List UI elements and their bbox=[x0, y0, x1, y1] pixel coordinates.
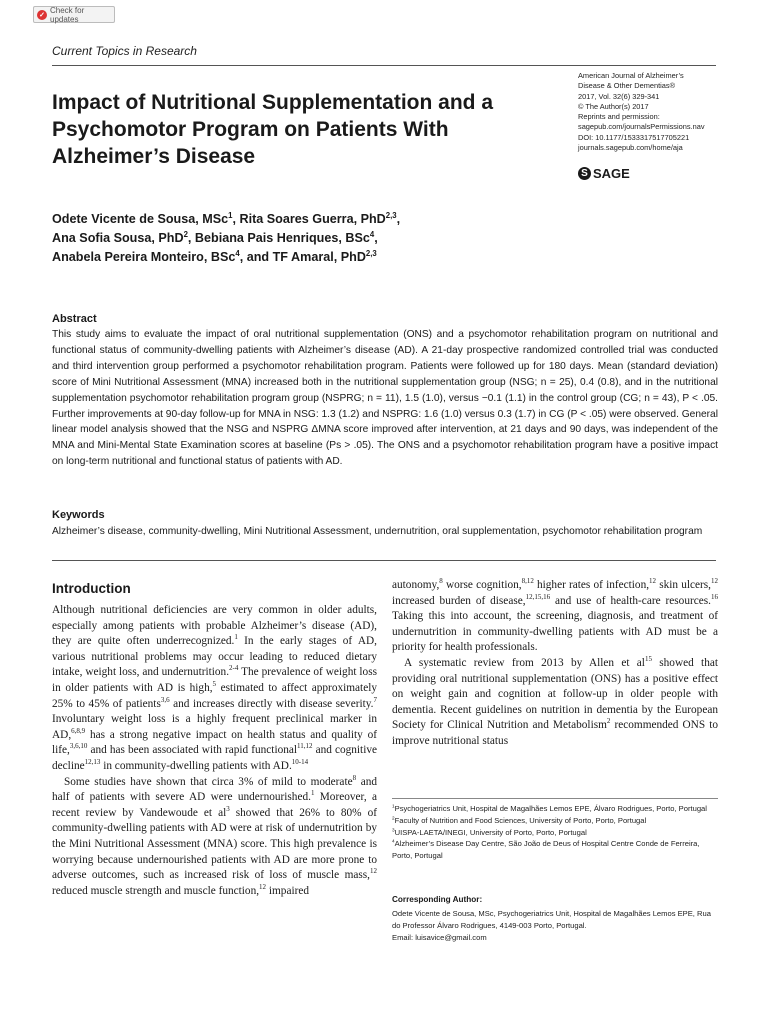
text-run: skin ulcers, bbox=[656, 579, 711, 591]
article-title: Impact of Nutritional Supplementation and a Psychomotor Program on Patients With Alzheimer’s Disease bbox=[52, 91, 494, 168]
journal-info-line[interactable]: sagepub.com/journalsPermissions.nav bbox=[578, 122, 705, 132]
author-name: Ana Sofia Sousa, PhD bbox=[52, 231, 184, 245]
text-run: and has been associated with rapid functional bbox=[87, 744, 298, 757]
citation-superscript: 8 bbox=[439, 577, 443, 586]
text-run: Moreover, a recent review by Vandewoude et al bbox=[52, 791, 377, 819]
journal-info-line: DOI: 10.1177/1533317517705221 bbox=[578, 132, 690, 142]
author-affiliation: 4 bbox=[235, 248, 240, 258]
author-affiliation: 2,3 bbox=[365, 248, 377, 258]
text-run: increased burden of disease, bbox=[392, 594, 526, 607]
affiliation-text: Faculty of Nutrition and Food Sciences, University of Porto, Porto, Portugal bbox=[394, 815, 647, 825]
author-name: Anabela Pereira Monteiro, BSc bbox=[52, 250, 236, 264]
keywords-heading: Keywords bbox=[52, 509, 105, 521]
text-run: worse cognition, bbox=[442, 579, 522, 591]
citation-superscript: 12 bbox=[370, 867, 377, 876]
affiliation-item bbox=[392, 803, 718, 815]
author-separator: , bbox=[374, 231, 378, 245]
abstract-heading: Abstract bbox=[52, 313, 97, 325]
text-run: and half of patients with severe AD were undernourished. bbox=[52, 775, 377, 804]
citation-superscript: 8 bbox=[352, 773, 357, 782]
intro-paragraph-4 bbox=[392, 656, 718, 750]
text-run: and increases directly with disease severity. bbox=[169, 697, 374, 710]
update-icon: ✓ bbox=[37, 10, 47, 20]
author-name: TF Amaral, PhD bbox=[272, 250, 366, 264]
affiliations bbox=[392, 803, 718, 862]
text-run: Taking this into account, the screening, diagnosis, and treatment of undernutrition in community-dwelling patients with AD must be a priority for health professionals. bbox=[392, 610, 718, 654]
text-run: The prevalence of weight loss in older patients with AD is high, bbox=[52, 666, 377, 694]
text-run: In the early stages of AD, various nutritional problems may occur leading to reduced dietary intake, weight loss, and undernutrition. bbox=[52, 635, 377, 679]
author-separator: , bbox=[187, 231, 195, 245]
citation-superscript: 2-4 bbox=[229, 664, 239, 673]
text-run: reduced muscle strength and muscle function, bbox=[52, 884, 260, 897]
author-affiliation: 2 bbox=[183, 229, 188, 239]
citation-superscript: 12 bbox=[259, 882, 267, 891]
citation-superscript: 12,13 bbox=[84, 758, 101, 767]
abstract-text: This study aims to evaluate the impact of oral nutritional supplementation (ONS) and a psychomotor rehabilitation program on nutritional and functional status of community-dwelling patients with Alzheimer’s disease (AD). A 21-day prospective randomized controlled trial was conducted and third intervention group performed a psychomotor rehabilitation program. Patients were followed up for 180 days. Mean (standard deviation) score of Mini Nutritional Assessment (MNA) increased both in the nutritional supplementation group (NSG; n = 25), 0.4 (0.8), and in the nutritional supplementation psychomotor rehabilitation program group (NSPRG; n = 11), 1.5 (1.0), versus −0.1 (1.1) in the control group (CG; n = 43), P < .05. Further improvements at 90-day follow-up for MNA in NSG: 1.3 (1.2) and NSPRG: 1.6 (1.0) versus 0.3 (1.7) in CG (P < .05) were observed. General linear model analysis showed that the NSG and NSPRG ΔMNA score improved after intervention, at 21 days and 90 days, was independent of the MNA and Mini-Mental State Examination scores at baseline (Ps > .05). The ONS and a psychomotor rehabilitation program have a positive impact on long-term nutritional and functional status of patients with AD. bbox=[52, 329, 718, 468]
publisher-name: SAGE bbox=[593, 166, 630, 181]
text-run: higher rates of infection, bbox=[533, 579, 650, 591]
publisher-logo bbox=[578, 166, 630, 181]
author-name: Bebiana Pais Henriques, BSc bbox=[194, 231, 370, 245]
citation-superscript: 16 bbox=[711, 592, 718, 601]
citation-superscript: 11,12 bbox=[297, 742, 313, 751]
journal-info-line: American Journal of Alzheimer’s bbox=[578, 71, 684, 80]
text-run: impaired bbox=[266, 884, 310, 897]
author-separator: , bbox=[396, 212, 401, 226]
journal-info-line: Reprints and permission: bbox=[578, 112, 660, 122]
citation-superscript: 12 bbox=[649, 577, 657, 586]
author-name: Rita Soares Guerra, PhD bbox=[239, 212, 386, 226]
check-for-updates-badge[interactable] bbox=[33, 6, 115, 23]
citation-superscript: 3,6,10 bbox=[69, 742, 88, 751]
journal-info-line[interactable]: journals.sagepub.com/home/aja bbox=[578, 143, 683, 153]
text-run: in community-dwelling patients with AD. bbox=[100, 759, 292, 772]
citation-superscript: 5 bbox=[212, 680, 217, 689]
affiliation-number: 4 bbox=[392, 838, 395, 844]
citation-superscript: 12,15,16 bbox=[525, 592, 551, 601]
author-list bbox=[52, 210, 692, 267]
journal-info-line: © The Author(s) 2017 bbox=[578, 101, 649, 111]
keywords-text: Alzheimer’s disease, community-dwelling, Mini Nutritional Assessment, undernutrition, oral supplementation, psychomotor rehabilitation program bbox=[52, 526, 703, 537]
intro-paragraph-3 bbox=[392, 578, 718, 656]
text-run: Some studies have shown that circa 3% of mild to moderate bbox=[64, 775, 353, 788]
text-run: showed that 26% to 80% of community-dwelling patients with AD were at risk of undernutrition by the Mini Nutritional Assessment (MNA) score. This high prevalence is worrying because undernourished patients with AD are more prone to adverse outcomes, such as increased risk of loss of muscle mass, bbox=[52, 806, 377, 882]
text-run: estimated to affect approximately 25% to 45% of patients bbox=[52, 681, 377, 710]
section-label: Current Topics in Research bbox=[52, 44, 197, 58]
text-run: A systematic review from 2013 by Allen et al bbox=[404, 656, 645, 669]
intro-paragraph-2 bbox=[52, 775, 377, 900]
text-run: Involuntary weight loss is a highly frequent preclinical marker in AD, bbox=[52, 713, 377, 741]
corresponding-heading: Corresponding Author: bbox=[392, 895, 483, 904]
corresponding-address: Odete Vicente de Sousa, MSc, Psychogeriatrics Unit, Hospital de Magalhães Lemos EPE, Rua do Professor Álvaro Rodrigues, 4149-003 Porto, Portugal. bbox=[392, 909, 711, 930]
journal-info bbox=[578, 71, 728, 153]
affiliation-item bbox=[392, 838, 718, 862]
journal-info-line: 2017, Vol. 32(6) 329-341 bbox=[578, 91, 660, 101]
affiliation-item bbox=[392, 827, 718, 839]
citation-superscript: 3,6 bbox=[160, 695, 170, 704]
corresponding-text bbox=[392, 908, 718, 943]
corresponding-email[interactable]: Email: luisavice@gmail.com bbox=[392, 932, 487, 942]
left-column bbox=[52, 603, 377, 899]
affiliation-item bbox=[392, 815, 718, 827]
author-affiliation: 4 bbox=[369, 229, 375, 239]
citation-superscript: 1 bbox=[310, 789, 315, 798]
citation-superscript: 8,12 bbox=[521, 577, 534, 586]
affiliation-number: 2 bbox=[392, 815, 395, 821]
author-separator: , bbox=[232, 212, 240, 226]
citation-superscript: 6,8,9 bbox=[71, 726, 86, 735]
citation-superscript: 12 bbox=[711, 577, 718, 586]
journal-info-line: Disease & Other Dementias® bbox=[578, 81, 676, 91]
text-run: Although nutritional deficiencies are very common in older adults, especially among patients with probable Alzheimer’s disease (AD), they are quite often underrecognized. bbox=[52, 604, 377, 648]
author-affiliation: 2,3 bbox=[385, 210, 397, 220]
introduction-heading: Introduction bbox=[52, 581, 131, 596]
author-separator: , and bbox=[239, 250, 273, 264]
header-rule bbox=[52, 65, 716, 66]
citation-superscript: 2 bbox=[606, 717, 611, 726]
affiliation-text: UISPA-LAETA/INEGI, University of Porto, Porto, Portugal bbox=[394, 827, 587, 837]
affiliation-text: Psychogeriatrics Unit, Hospital de Magalhães Lemos EPE, Álvaro Rodrigues, Porto, Portugal bbox=[394, 804, 707, 813]
affiliation-text: Alzheimer’s Disease Day Centre, São João de Deus of Hospital Centre Conde de Ferreira, Porto, Portugal bbox=[392, 839, 700, 861]
text-run: autonomy, bbox=[392, 579, 440, 591]
section-divider bbox=[52, 560, 716, 561]
intro-paragraph-1 bbox=[52, 603, 377, 775]
text-run: has a strong negative impact on health status and quality of life, bbox=[52, 728, 377, 757]
right-column bbox=[392, 578, 718, 750]
text-run: recommended ONS to improve nutritional status bbox=[392, 719, 718, 747]
citation-superscript: 1 bbox=[234, 633, 238, 642]
citation-superscript: 15 bbox=[644, 655, 652, 664]
citation-superscript: 10-14 bbox=[291, 758, 309, 767]
citation-superscript: 7 bbox=[373, 695, 377, 704]
check-for-updates-label: Check for updates bbox=[50, 5, 85, 24]
text-run: showed that providing oral nutritional supplementation (ONS) has a positive effect on weight gain and cognition at follow-up in older people with dementia. Recent guidelines on nutrition in dementia by the European Society for Clinical Nutrition and Metabolism bbox=[392, 656, 718, 732]
citation-superscript: 3 bbox=[226, 804, 230, 813]
text-run: and cognitive decline bbox=[52, 744, 378, 772]
sage-logo-icon: S bbox=[578, 167, 591, 180]
footnote-rule bbox=[392, 798, 718, 799]
affiliation-number: 1 bbox=[392, 803, 395, 809]
text-run: and use of health-care resources. bbox=[550, 594, 711, 607]
affiliation-number: 3 bbox=[392, 827, 395, 833]
author-affiliation: 1 bbox=[228, 210, 233, 220]
author-name: Odete Vicente de Sousa, MSc bbox=[52, 212, 229, 226]
